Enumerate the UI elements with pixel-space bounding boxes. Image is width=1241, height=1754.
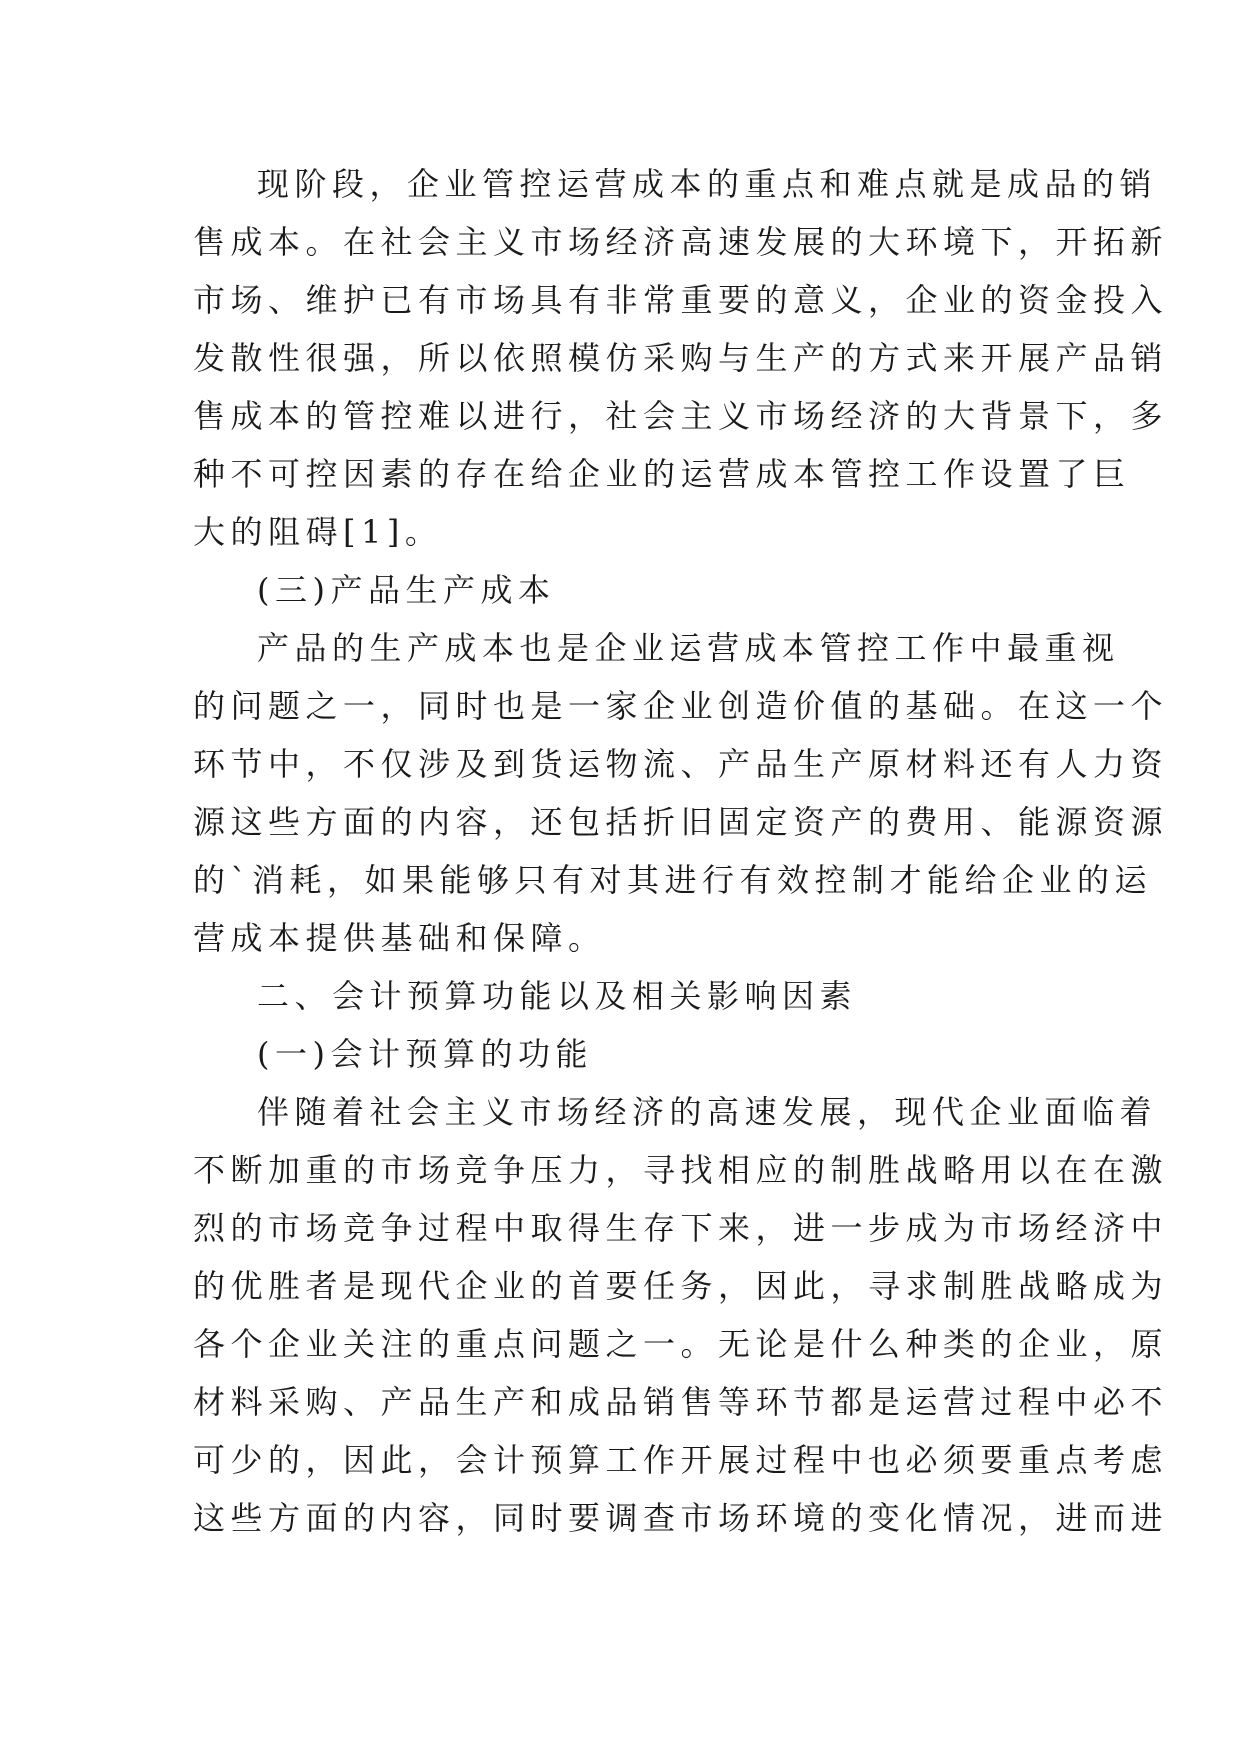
paragraph-line: 材料采购、产品生产和成品销售等环节都是运营过程中必不 (193, 1383, 1169, 1421)
paragraph-line: 市场、维护已有市场具有非常重要的意义，企业的资金投入 (193, 281, 1169, 319)
paragraph-line: 源这些方面的内容，还包括折旧固定资产的费用、能源资源 (193, 803, 1169, 841)
paragraph-line: 产品的生产成本也是企业运营成本管控工作中最重视 (257, 629, 1120, 667)
paragraph-line: 种不可控因素的存在给企业的运营成本管控工作设置了巨 (193, 455, 1131, 493)
paragraph-line: 大的阻碍[1]。 (193, 513, 443, 551)
paragraph-line: 烈的市场竞争过程中取得生存下来，进一步成为市场经济中 (193, 1209, 1169, 1247)
section-heading: (三)产品生产成本 (257, 571, 556, 609)
section-heading: (一)会计预算的功能 (257, 1035, 593, 1073)
paragraph-line: 的问题之一，同时也是一家企业创造价值的基础。在这一个 (193, 687, 1169, 725)
paragraph-line: 售成本的管控难以进行，社会主义市场经济的大背景下，多 (193, 397, 1169, 435)
paragraph-line: 可少的，因此，会计预算工作开展过程中也必须要重点考虑 (193, 1441, 1169, 1479)
paragraph-line: 现阶段，企业管控运营成本的重点和难点就是成品的销 (257, 165, 1158, 203)
document-body (193, 155, 1169, 1547)
paragraph-line: 伴随着社会主义市场经济的高速发展，现代企业面临着 (257, 1093, 1158, 1131)
paragraph-line: 售成本。在社会主义市场经济高速发展的大环境下，开拓新 (193, 223, 1169, 261)
paragraph-line: 营成本提供基础和保障。 (193, 919, 606, 957)
paragraph-line: 发散性很强，所以依照模仿采购与生产的方式来开展产品销 (193, 339, 1169, 377)
chapter-heading: 二、会计预算功能以及相关影响因素 (257, 977, 858, 1015)
paragraph-line: 的优胜者是现代企业的首要任务，因此，寻求制胜战略成为 (193, 1267, 1169, 1305)
paragraph-line: 各个企业关注的重点问题之一。无论是什么种类的企业，原 (193, 1325, 1169, 1363)
paragraph-line: 不断加重的市场竞争压力，寻找相应的制胜战略用以在在激 (193, 1151, 1169, 1189)
paragraph-line: 这些方面的内容，同时要调查市场环境的变化情况，进而进 (193, 1499, 1169, 1537)
paragraph-line: 环节中，不仅涉及到货运物流、产品生产原材料还有人力资 (193, 745, 1169, 783)
paragraph-line: 的`消耗，如果能够只有对其进行有效控制才能给企业的运 (193, 861, 1153, 899)
